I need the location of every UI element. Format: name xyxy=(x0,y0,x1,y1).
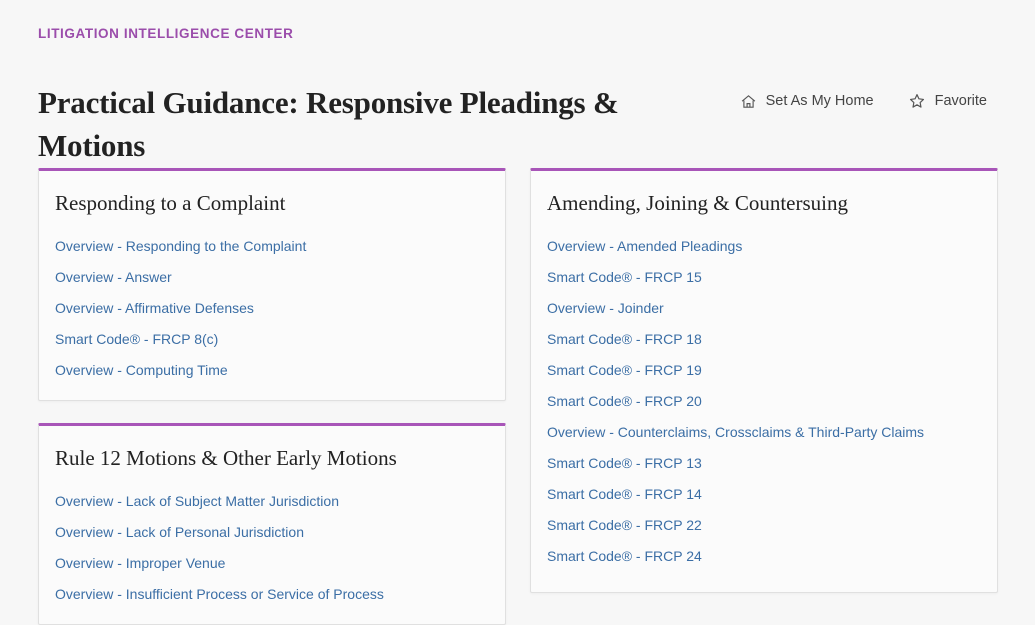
card-link[interactable]: Smart Code® - FRCP 15 xyxy=(547,269,702,285)
card-link[interactable]: Smart Code® - FRCP 19 xyxy=(547,362,702,378)
card-link-list xyxy=(547,231,981,572)
card-link[interactable]: Smart Code® - FRCP 14 xyxy=(547,486,702,502)
page-title: Practical Guidance: Responsive Pleadings & Motions xyxy=(38,84,619,163)
card-link[interactable]: Overview - Answer xyxy=(55,269,172,285)
card-link[interactable]: Overview - Responding to the Complaint xyxy=(55,238,307,254)
set-as-my-home-button[interactable] xyxy=(740,93,874,110)
card-link[interactable]: Smart Code® - FRCP 8(c) xyxy=(55,331,219,347)
card-link[interactable]: Overview - Lack of Personal Jurisdiction xyxy=(55,524,304,540)
card-link[interactable]: Smart Code® - FRCP 20 xyxy=(547,393,702,409)
card-link-list xyxy=(55,231,489,386)
favorite-button[interactable] xyxy=(908,92,987,110)
card-amending-joining-countersuing xyxy=(530,168,998,593)
card-link[interactable]: Overview - Amended Pleadings xyxy=(547,238,743,254)
breadcrumb: LITIGATION INTELLIGENCE CENTER xyxy=(38,26,294,41)
card-link[interactable]: Overview - Affirmative Defenses xyxy=(55,300,254,316)
card-grid xyxy=(38,168,998,625)
card-link[interactable]: Overview - Computing Time xyxy=(55,362,228,378)
card-link-list xyxy=(55,486,489,610)
card-rule-12-motions xyxy=(38,423,506,625)
header-actions xyxy=(740,92,987,110)
card-link[interactable]: Smart Code® - FRCP 24 xyxy=(547,548,702,564)
card-link[interactable]: Overview - Insufficient Process or Service of Process xyxy=(55,586,384,602)
card-link[interactable]: Smart Code® - FRCP 22 xyxy=(547,517,702,533)
card-title: Rule 12 Motions & Other Early Motions xyxy=(55,446,397,470)
column-right xyxy=(530,168,998,593)
home-icon xyxy=(740,93,757,110)
card-title: Responding to a Complaint xyxy=(55,191,286,215)
set-as-my-home-label: Set As My Home xyxy=(765,93,874,109)
favorite-label: Favorite xyxy=(934,93,987,109)
card-link[interactable]: Overview - Counterclaims, Crossclaims & Third-Party Claims xyxy=(547,424,925,440)
column-left xyxy=(38,168,506,625)
card-link[interactable]: Overview - Joinder xyxy=(547,300,664,316)
card-link[interactable]: Overview - Lack of Subject Matter Jurisdiction xyxy=(55,493,339,509)
star-icon xyxy=(908,92,926,110)
card-link[interactable]: Smart Code® - FRCP 18 xyxy=(547,331,702,347)
card-title: Amending, Joining & Countersuing xyxy=(547,191,848,215)
card-responding-to-a-complaint xyxy=(38,168,506,401)
card-link[interactable]: Smart Code® - FRCP 13 xyxy=(547,455,702,471)
card-link[interactable]: Overview - Improper Venue xyxy=(55,555,226,571)
